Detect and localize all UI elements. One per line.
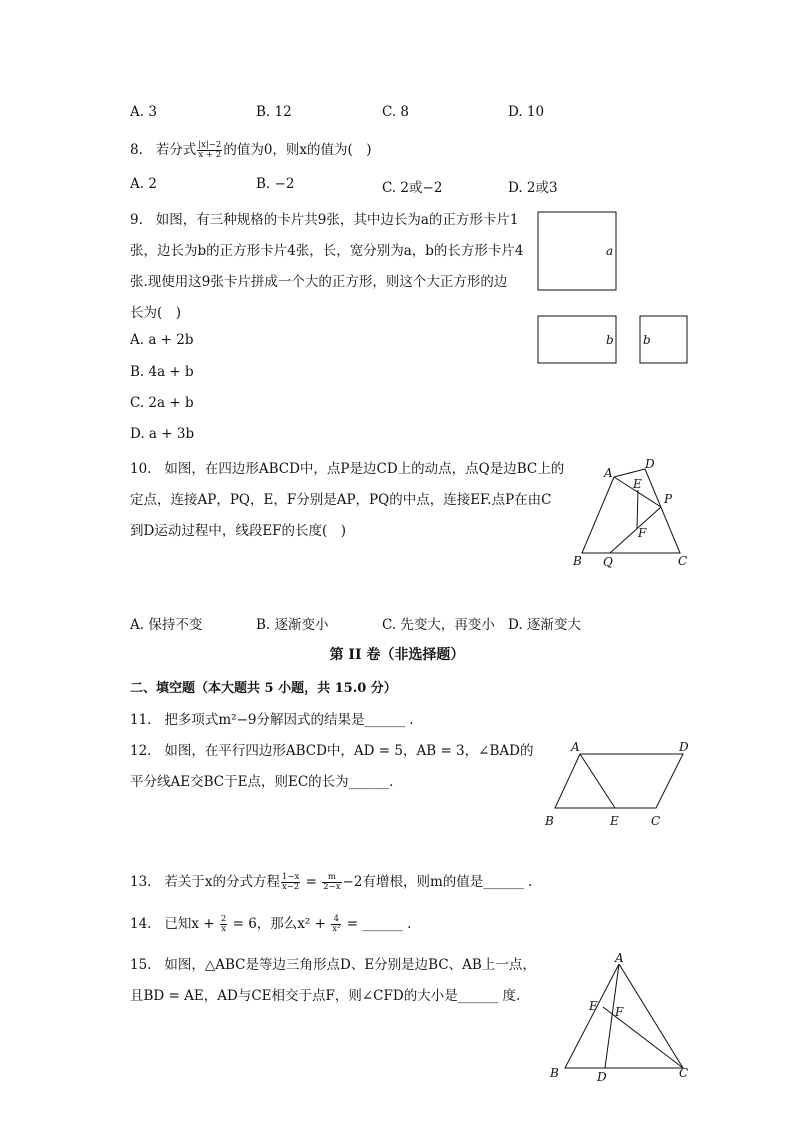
q13-pre: 若关于x的分式方程 <box>164 874 280 890</box>
q14-fraction-2 <box>331 915 341 934</box>
q13-mid: = <box>301 874 322 890</box>
q8-fraction <box>197 141 222 160</box>
label-D: D <box>645 457 655 471</box>
label-C: C <box>679 1066 689 1080</box>
q8-post: 的值为0，则x的值为( ) <box>223 142 372 158</box>
q10-number: 10. <box>130 461 152 477</box>
q12-number: 12. <box>130 743 152 759</box>
label-P: P <box>664 492 673 506</box>
segment-ef <box>637 490 638 529</box>
label-E: E <box>589 999 598 1013</box>
q11-stem <box>130 708 414 728</box>
q9-figure <box>536 210 696 370</box>
label-C: C <box>678 554 688 568</box>
q15-line-1 <box>130 953 536 973</box>
q13-fraction-2 <box>322 873 341 892</box>
label-F: F <box>615 1005 624 1019</box>
q14-number: 14. <box>130 916 152 932</box>
q7-option-c: C. 8 <box>382 104 410 120</box>
q15-line-1-text: 如图，△ABC是等边三角形点D、E分别是边BC、AB上一点， <box>164 957 536 973</box>
q9-line-1-text: 如图，有三种规格的卡片共9张，其中边长为a的正方形卡片1 <box>155 212 519 228</box>
q9-number: 9. <box>130 212 143 228</box>
q13-f1-den: x−2 <box>281 882 300 892</box>
q10-option-d: D. 逐渐变大 <box>508 617 581 633</box>
rect-ab <box>538 316 616 363</box>
label-D: D <box>679 740 689 754</box>
q9-line-2: 张，边长为b的正方形卡片4张，长，宽分别为a，b的长方形卡片4 <box>130 243 524 259</box>
q8-option-d: D. 2或3 <box>508 180 558 196</box>
q14-stem <box>130 912 411 934</box>
q12-figure <box>540 738 700 833</box>
segment-pq <box>610 507 661 553</box>
q13-f1-num: 1−x <box>281 872 300 882</box>
q8-pre: 若分式 <box>155 142 197 158</box>
q7-option-a: A. 3 <box>130 104 157 120</box>
q11-text: 把多项式m²−9分解因式的结果是______ . <box>164 712 414 728</box>
q14-f1-num: 2 <box>220 914 227 924</box>
q8-option-b: B. −2 <box>256 176 295 192</box>
q13-post: −2有增根，则m的值是______ . <box>342 874 533 890</box>
q10-line-3: 到D运动过程中，线段EF的长度( ) <box>130 523 347 539</box>
q9-option-d: D. a + 3b <box>130 426 195 442</box>
q13-f2-den: 2−x <box>323 882 341 892</box>
parallelogram-abcd <box>555 754 683 808</box>
q14-f2-den: x² <box>332 924 341 934</box>
label-D: D <box>597 1070 607 1084</box>
label-C: C <box>651 814 661 828</box>
label-F: F <box>638 526 647 540</box>
label-Q: Q <box>603 555 613 569</box>
q14-fraction-1 <box>220 915 227 934</box>
q9-line-3: 张.现使用这9张卡片拼成一个大的正方形，则这个大正方形的边 <box>130 274 508 290</box>
label-B: B <box>550 1066 559 1080</box>
label-E: E <box>633 477 642 491</box>
q10-line-2: 定点，连接AP，PQ，E，F分别是AP，PQ的中点，连接EF.点P在由C <box>130 492 552 508</box>
q9-option-a: A. a + 2b <box>130 332 194 348</box>
q15-number: 15. <box>130 957 152 973</box>
q11-number: 11. <box>130 712 152 728</box>
q8-frac-den: x + 2 <box>198 150 222 160</box>
q14-mid: = 6，那么x² + <box>228 916 331 932</box>
q10-line-1-text: 如图，在四边形ABCD中，点P是边CD上的动点，点Q是边BC上的 <box>164 461 565 477</box>
q9-line-1 <box>130 208 519 228</box>
q14-pre: 已知x + <box>164 916 219 932</box>
triangle-abc <box>565 964 683 1068</box>
q7-option-d: D. 10 <box>508 104 545 120</box>
q10-option-b: B. 逐渐变小 <box>256 617 329 633</box>
q13-fraction-1 <box>281 873 300 892</box>
label-a: a <box>606 244 614 258</box>
q8-stem <box>130 138 372 160</box>
q8-option-a: A. 2 <box>130 176 157 192</box>
q7-option-b: B. 12 <box>256 104 292 120</box>
q10-option-a: A. 保持不变 <box>130 617 203 633</box>
q10-line-1 <box>130 457 564 477</box>
section-2-title: 第 II 卷（非选择题） <box>329 647 465 663</box>
label-B: B <box>545 814 554 828</box>
label-E: E <box>610 814 619 828</box>
q14-post: = ______ . <box>342 916 412 932</box>
q9-option-b: B. 4a + b <box>130 364 194 380</box>
q13-number: 13. <box>130 874 152 890</box>
q15-line-2: 且BD = AE，AD与CE相交于点F，则∠CFD的大小是______ 度. <box>130 988 521 1004</box>
label-A: A <box>615 951 624 965</box>
q10-figure <box>570 452 700 572</box>
label-A: A <box>604 466 613 480</box>
q8-option-c: C. 2或−2 <box>382 180 443 196</box>
q14-f2-num: 4 <box>331 915 341 925</box>
q9-option-c: C. 2a + b <box>130 395 194 411</box>
q13-f2-num: m <box>322 873 341 883</box>
fill-in-heading: 二、填空题（本大题共 5 小题，共 15.0 分） <box>130 681 397 696</box>
q10-option-c: C. 先变大，再变小 <box>382 617 495 633</box>
q8-frac-num: |x|−2 <box>198 140 222 150</box>
q8-number: 8. <box>130 142 143 158</box>
q14-f1-den: x <box>221 924 226 934</box>
q12-line-2: 平分线AE交BC于E点，则EC的长为______. <box>130 774 394 790</box>
q12-line-1-text: 如图，在平行四边形ABCD中，AD = 5，AB = 3，∠BAD的 <box>164 743 534 759</box>
q15-figure <box>545 950 705 1090</box>
q12-line-1 <box>130 739 533 759</box>
label-b-square: b <box>643 333 651 347</box>
q13-stem <box>130 870 532 892</box>
q9-line-4: 长为( ) <box>130 305 182 321</box>
square-a <box>538 212 616 290</box>
quadrilateral-abcd <box>582 469 680 553</box>
segment-ae <box>580 754 615 808</box>
label-b-rect: b <box>606 333 614 347</box>
label-B: B <box>573 554 582 568</box>
label-A: A <box>571 740 580 754</box>
